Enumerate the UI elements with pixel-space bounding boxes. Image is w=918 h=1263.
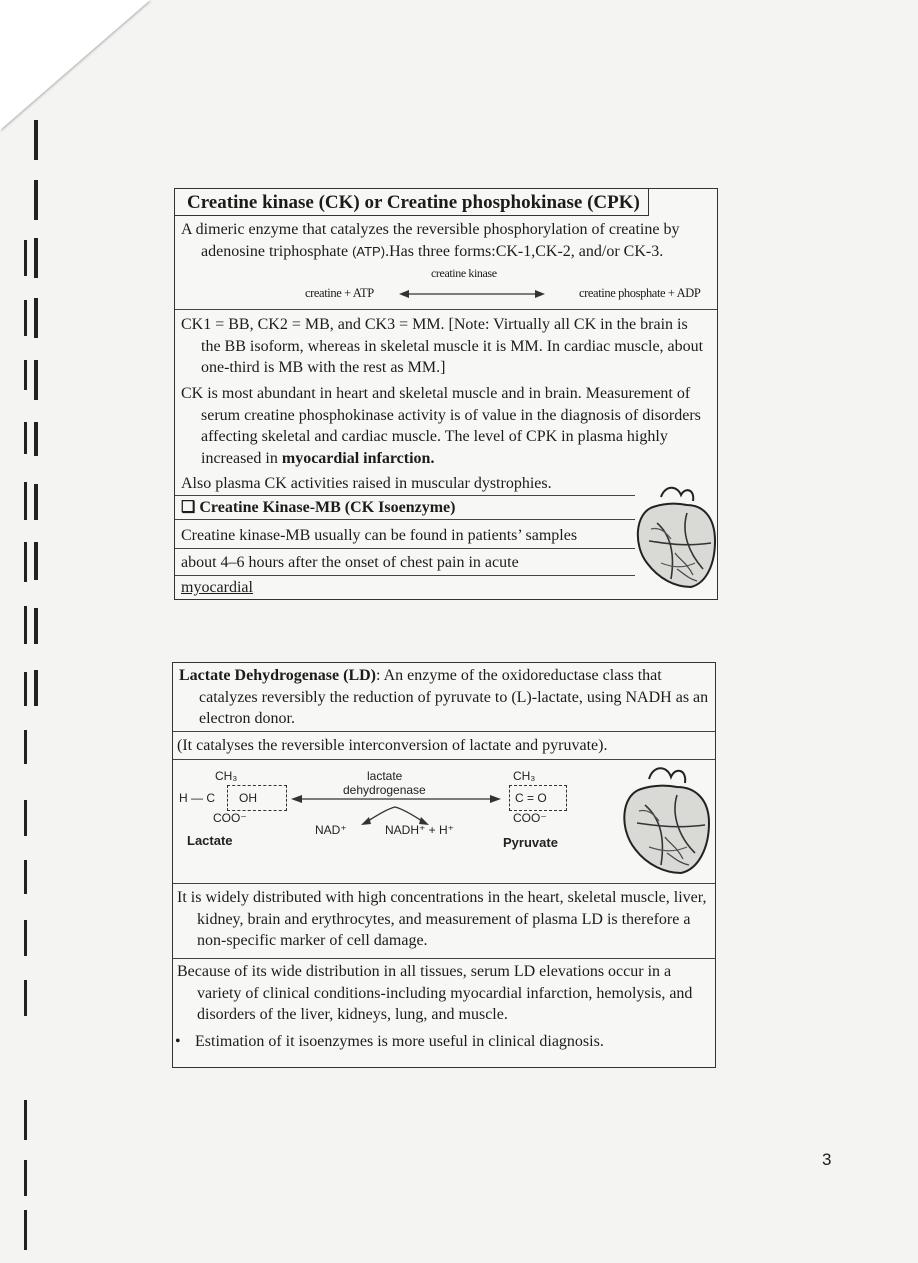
pyruvate-co: C = O	[515, 791, 547, 805]
bullet-icon: •	[175, 1033, 181, 1050]
ck-intro-text-b: .Has three forms:CK-1,CK-2, and/or CK-3.	[385, 242, 664, 260]
ck-intro-text-a: A dimeric enzyme that catalyzes the reversible phosphorylation of creatine by adenosine triphosphate	[181, 221, 680, 260]
ck-abundance-text: CK is most abundant in heart and skeletal muscle and in brain. Measurement of serum creatine phosphokinase activity is of value in the diagnosis of disorders affecting skeletal and cardiac muscle. The level of CPK in plasma highly increased in	[181, 385, 701, 467]
ck-abundance-bold: myocardial infarction.	[281, 449, 435, 467]
ck-mb-line-2: about 4–6 hours after the onset of chest pain in acute	[181, 554, 519, 571]
page-number: 3	[822, 1150, 832, 1169]
ck-reaction-right: creatine phosphate + ADP	[579, 286, 701, 300]
ck-intro-atp: (ATP)	[352, 243, 386, 259]
ld-bullet-text: Estimation of it isoenzymes is more useful in clinical diagnosis.	[195, 1033, 604, 1050]
ck-abundance-paragraph	[181, 383, 711, 469]
ld-interconversion: (It catalyses the reversible interconversion of lactate and pyruvate).	[177, 737, 608, 754]
ck-intro-paragraph	[181, 219, 711, 262]
ck-mb-subheading	[181, 497, 455, 519]
ck-reaction-left: creatine + ATP	[305, 286, 374, 300]
ld-bullet-item	[175, 1031, 604, 1053]
ld-elevations: Because of its wide distribution in all tissues, serum LD elevations occur in a variety of clinical conditions-including myocardial infarction, hemolysis, and disorders of the liver, kidneys, lung, and muscle.	[177, 963, 693, 1023]
pyruvate-label: Pyruvate	[503, 835, 558, 850]
ld-intro-paragraph	[179, 665, 711, 730]
ck-mb-line-3: myocardial	[181, 579, 253, 596]
heart-illustration-icon	[617, 763, 713, 879]
ck-divider-2	[175, 495, 635, 496]
checkbox-icon: ❑	[181, 499, 196, 516]
ld-enzyme-line-1: lactate	[367, 769, 403, 783]
ck-section-box	[174, 188, 718, 600]
lactate-coo: COO⁻	[213, 811, 247, 825]
ck-reaction-enzyme: creatine kinase	[431, 266, 497, 280]
ck-mb-line-1: Creatine kinase-MB usually can be found in patients’ samples	[181, 527, 578, 544]
lactate-ch3: CH₃	[215, 769, 238, 783]
ck-forms-note: CK1 = BB, CK2 = MB, and CK3 = MM. [Note: Virtually all CK in the brain is the BB isoform, whereas in skeletal muscle it is MM. In cardiac muscle, about one-third is MB with the rest as MM.]	[181, 316, 704, 376]
heart-illustration-icon	[631, 483, 718, 593]
ck-divider-3	[175, 519, 635, 520]
ld-enzyme-line-2: dehydrogenase	[343, 783, 426, 797]
lactate-oh-box	[227, 785, 287, 811]
ld-reaction-arrow	[291, 793, 501, 827]
pyruvate-ch3: CH₃	[513, 769, 536, 783]
ck-divider-4	[175, 548, 635, 549]
ld-section-box	[172, 662, 716, 1068]
ld-divider-2	[173, 759, 715, 760]
binder-holes	[20, 110, 44, 1260]
ld-divider-3	[173, 883, 715, 884]
ck-reaction-arrow	[399, 287, 545, 301]
lactate-label: Lactate	[187, 833, 233, 848]
pyruvate-coo: COO⁻	[513, 811, 547, 825]
ld-divider	[173, 731, 715, 732]
ld-cofactor-nadh: NADH⁺ + H⁺	[385, 823, 455, 837]
ld-divider-4	[173, 958, 715, 959]
lactate-oh: OH	[239, 791, 257, 805]
ck-section-title: Creatine kinase (CK) or Creatine phosphokinase (CPK)	[175, 189, 649, 216]
ld-cofactor-nad: NAD⁺	[315, 823, 347, 837]
ld-title: Lactate Dehydrogenase (LD)	[179, 667, 377, 684]
ck-mb-subheading-text: Creatine Kinase-MB (CK Isoenzyme)	[199, 499, 456, 516]
ck-dystrophy-text: Also plasma CK activities raised in muscular dystrophies.	[181, 475, 552, 492]
ck-divider	[175, 309, 717, 310]
ld-distribution: It is widely distributed with high concentrations in the heart, skeletal muscle, liver, kidney, brain and erythrocytes, and measurement of plasma LD is therefore a non-specific marker of cell damage.	[177, 889, 707, 949]
lactate-h-c: H — C	[179, 791, 215, 805]
ck-divider-5	[175, 575, 635, 576]
ld-title-rest: : An enzyme of the oxidoreductase class that catalyzes reversibly the reduction of pyruvate to (L)-lactate, using NADH as an electron donor.	[199, 667, 709, 727]
